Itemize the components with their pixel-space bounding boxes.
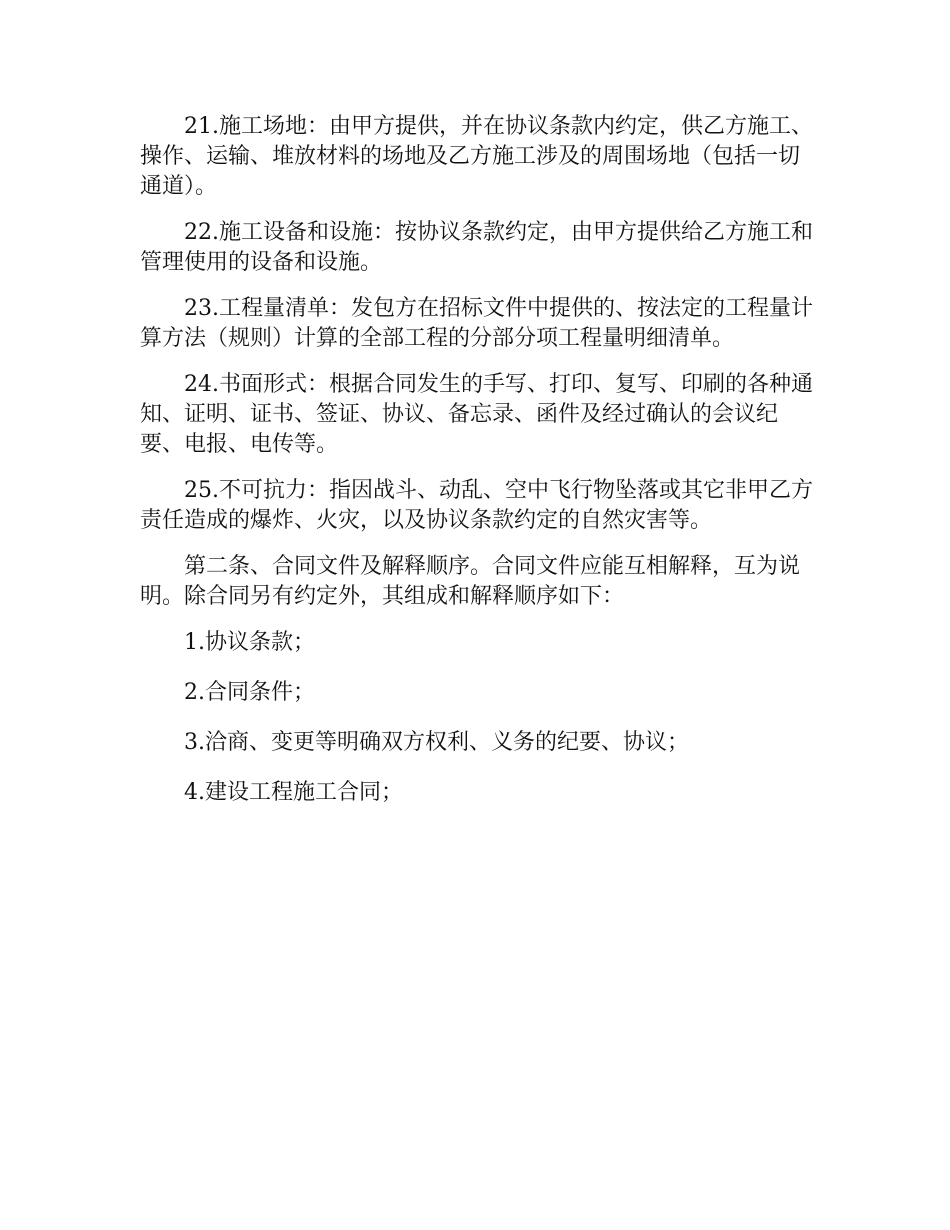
paragraph-23-bill-of-quantities: 23.工程量清单：发包方在招标文件中提供的、按法定的工程量计算方法（规则）计算的全部工程的分部分项工程量明细清单。 bbox=[140, 296, 813, 351]
paragraph-21-construction-site: 21.施工场地：由甲方提供，并在协议条款内约定，供乙方施工、操作、运输、堆放材料的场地及乙方施工涉及的周围场地（包括一切通道）。 bbox=[140, 114, 813, 199]
list-item: 4.建设工程施工合同； bbox=[184, 780, 403, 805]
paragraph-24-written-form: 24.书面形式：根据合同发生的手写、打印、复写、印刷的各种通知、证明、证书、签证、协议、备忘录、函件及经过确认的会议纪要、电报、电传等。 bbox=[140, 372, 813, 457]
list-item: 1.协议条款； bbox=[184, 630, 315, 655]
document-body bbox=[140, 112, 820, 828]
paragraph-article-2: 第二条、合同文件及解释顺序。合同文件应能互相解释，互为说明。除合同另有约定外，其组成和解释顺序如下： bbox=[140, 554, 801, 609]
list-item: 3.洽商、变更等明确双方权利、义务的纪要、协议； bbox=[184, 730, 689, 755]
paragraph-22-equipment-facilities: 22.施工设备和设施：按协议条款约定，由甲方提供给乙方施工和管理使用的设备和设施。 bbox=[140, 220, 813, 275]
paragraph-25-force-majeure: 25.不可抗力：指因战斗、动乱、空中飞行物坠落或其它非甲乙方责任造成的爆炸、火灾，以及协议条款约定的自然灾害等。 bbox=[140, 478, 813, 533]
list-item: 2.合同条件； bbox=[184, 680, 315, 705]
